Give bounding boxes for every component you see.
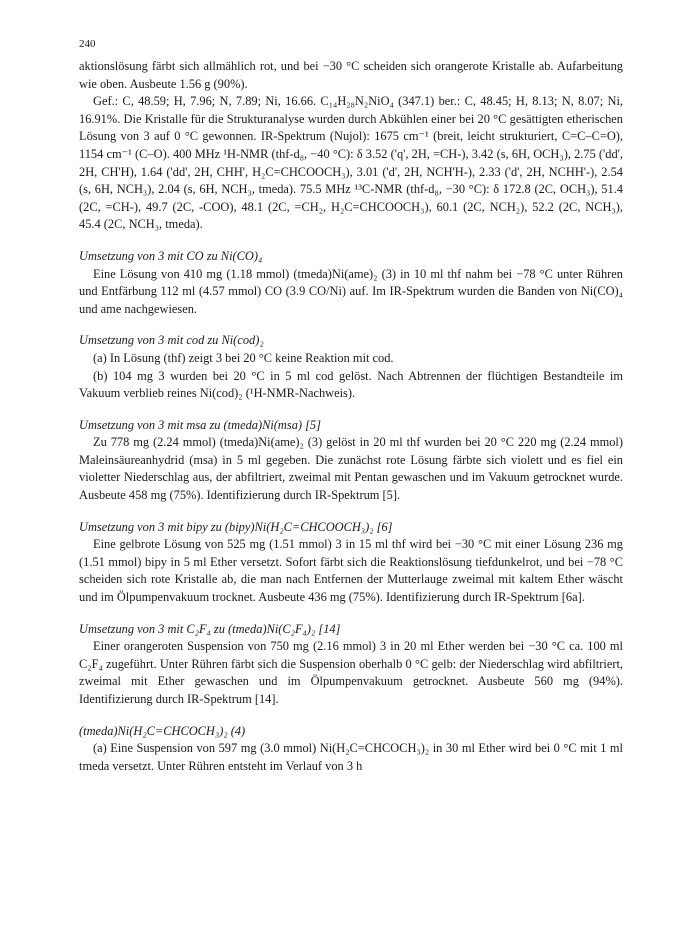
section-co	[79, 248, 623, 318]
section-c2f4	[79, 621, 623, 709]
section-heading: Umsetzung von 3 mit msa zu (tmeda)Ni(msa) [5]	[79, 417, 321, 432]
section-paragraph: Zu 778 mg (2.24 mmol) (tmeda)Ni(ame)₂ (3) gelöst in 20 ml thf wurden bei 20 °C 220 mg (2.24 mmol) Maleinsäureanhydrid (msa) in 5 ml gegeben. Die zunächst rote Lösung färbte sich violett und es fiel ein violetter Niederschlag aus, der abfiltriert, zweimal mit Pentan gewaschen und im Vakuum getrocknet wurde. Ausbeute 458 mg (75%). Identifizierung durch IR-Spektrum [5].	[79, 435, 623, 503]
section-bipy	[79, 519, 623, 607]
section-heading: Umsetzung von 3 mit bipy zu (bipy)Ni(H₂C=CHCOOCH₃)₂ [6]	[79, 519, 393, 534]
section-heading: Umsetzung von 3 mit C₂F₄ zu (tmeda)Ni(C₂F₄)₂ [14]	[79, 621, 341, 636]
section-cod	[79, 332, 623, 402]
section-heading: Umsetzung von 3 mit cod zu Ni(cod)₂	[79, 333, 264, 348]
section-heading: (tmeda)Ni(H₂C=CHCOCH₃)₂ (4)	[79, 723, 246, 738]
section-paragraph: (a) Eine Suspension von 597 mg (3.0 mmol) Ni(H₂C=CHCOCH₃)₂ in 30 ml Ether wird bei 0 °C mit 1 ml tmeda versetzt. Unter Rühren entsteht im Verlauf von 3 h	[79, 741, 623, 773]
section-paragraph: (b) 104 mg 3 wurden bei 20 °C in 5 ml cod gelöst. Nach Abtrennen der flüchtigen Bestandteile im Vakuum verblieb reines Ni(cod)₂ (¹H-NMR-Nachweis).	[79, 368, 623, 401]
page-body	[79, 58, 623, 775]
section-paragraph: Eine gelbrote Lösung von 525 mg (1.51 mmol) 3 in 15 ml thf wird bei −30 °C mit einer Lösung 236 mg (1.51 mmol) bipy in 5 ml Ether versetzt. Sofort färbt sich die Reaktionslösung tiefdunkelrot, und bei −78 °C scheiden sich rote Kristalle ab, die man nach Entfernen der Mutterlauge zweimal mit kaltem Ether wäscht und im Ölpumpenvakuum trocknet. Ausbeute 436 mg (75%). Identifizierung durch IR-Spektrum [6a].	[79, 537, 623, 605]
page-number: 240	[79, 38, 96, 50]
section-paragraph: (a) In Lösung (thf) zeigt 3 bei 20 °C keine Reaktion mit cod.	[93, 350, 394, 365]
section-paragraph: Einer orangeroten Suspension von 750 mg (2.16 mmol) 3 in 20 ml Ether werden bei −30 °C ca. 100 ml C₂F₄ zugeführt. Unter Rühren färbt sich die Suspension oberhalb 0 °C gelb: der Niederschlag wird abfiltriert, zweimal mit Ether gewaschen und im Ölpumpenvakuum getrocknet. Ausbeute 560 mg (94%). Identifizierung durch IR-Spektrum [14].	[79, 639, 623, 706]
section-paragraph: Eine Lösung von 410 mg (1.18 mmol) (tmeda)Ni(ame)₂ (3) in 10 ml thf nahm bei −78 °C unter Rühren und Entfärbung 112 ml (4.57 mmol) CO (3.9 CO/Ni) auf. Im IR-Spektrum wurden die Banden von Ni(CO)₄ und ame nachgewiesen.	[79, 266, 623, 316]
analysis-paragraph: Gef.: C, 48.59; H, 7.96; N, 7.89; Ni, 16.66. C₁₄H₂₈N₂NiO₄ (347.1) ber.: C, 48.45; H, 8.13; N, 8.07; Ni, 16.91%. Die Kristalle für die Strukturanalyse wurden durch Abkühlen einer bei 20 °C gesättigten etherischen Lösung von 3 auf 0 °C gewonnen. IR-Spektrum (Nujol): 1675 cm⁻¹ (breit, leicht strukturiert, C=C–C=O), 1154 cm⁻¹ (C–O). 400 MHz ¹H-NMR (thf-d₈, −40 °C): δ 3.52 ('q', 2H, =CH-), 3.42 (s, 6H, OCH₃), 2.75 ('dd', 2H, CH'H), 1.64 ('dd', 2H, CHH', H₂C=CHCOOCH₃), 3.01 ('d', 2H, NCH'H-), 2.33 ('d', 2H, NCHH'-), 2.54 (s, 6H, NCH₃), 2.04 (s, 6H, NCH₃, tmeda). 75.5 MHz ¹³C-NMR (thf-d₈, −30 °C): δ 172.8 (2C, OCH₃), 51.4 (2C, =CH-), 49.7 (2C, -COO), 48.1 (2C, =CH₂, H₂C=CHCOOCH₃), 60.1 (2C, NCH₂), 52.2 (2C, NCH₃), 45.4 (2C, NCH₃, tmeda).	[79, 94, 623, 232]
intro-paragraph: aktionslösung färbt sich allmählich rot, und bei −30 °C scheiden sich orangerote Kristalle ab. Aufarbeitung wie oben. Ausbeute 1.56 g (90%).	[79, 59, 623, 91]
section-heading: Umsetzung von 3 mit CO zu Ni(CO)₄	[79, 248, 263, 263]
section-msa	[79, 417, 623, 505]
section-compound-4	[79, 723, 623, 776]
